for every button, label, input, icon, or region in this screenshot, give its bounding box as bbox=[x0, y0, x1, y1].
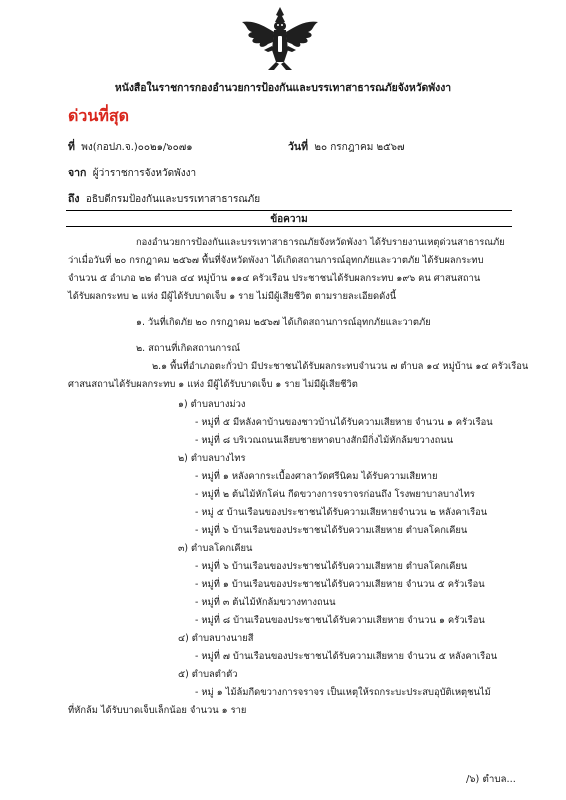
subdistrict-heading: ๕) ตำบลตำตัว bbox=[178, 669, 238, 680]
reference-number-row bbox=[68, 138, 193, 155]
from-row bbox=[68, 164, 196, 181]
list-item: - หมู่ ๑ ไม้ล้มกีดขวางการจราจร เป็นเหตุให้รถกระบะประสบอุบัติเหตุชนไม้ bbox=[195, 687, 491, 698]
list-item: - หมู่ที่ ๖ บ้านเรือนของประชาชนได้รับความเสียหาย ตำบลโคกเคียน bbox=[195, 561, 468, 572]
list-item: - หมู่ ๕ บ้านเรือนของประชาชนได้รับความเสียหายจำนวน ๒ หลังคาเรือน bbox=[195, 507, 488, 518]
body-line: ศาสนสถานได้รับผลกระทบ ๑ แห่ง มีผู้ได้รับบาดเจ็บ ๑ ราย ไม่มีผู้เสียชีวิต bbox=[68, 379, 358, 390]
date-label: วันที่ bbox=[288, 141, 308, 153]
body-line: ว่าเมื่อวันที่ ๒๐ กรกฎาคม ๒๕๖๗ พื้นที่จังหวัดพังงา ได้เกิดสถานการณ์อุทกภัยและวาตภัย ได้รับผลกระทบ bbox=[68, 255, 484, 266]
subdistrict-heading: ๒) ตำบลบางไทร bbox=[178, 453, 246, 464]
from-label: จาก bbox=[68, 167, 87, 179]
body-line: จำนวน ๕ อำเภอ ๒๒ ตำบล ๔๔ หมู่บ้าน ๑๑๔ ครัวเรือน ประชาชนได้รับผลกระทบ ๑๙๖ คน ศาสนสถาน bbox=[68, 273, 481, 284]
list-item: - หมู่ที่ ๑ หลังคากระเบื้องศาลาวัดศรีนิคม ได้รับความเสียหาย bbox=[195, 471, 438, 482]
list-item: - หมู่ที่ ๗ บ้านเรือนของประชาชนได้รับความเสียหาย จำนวน ๕ หลังคาเรือน bbox=[195, 651, 498, 662]
reference-label: ที่ bbox=[68, 141, 75, 153]
to-row bbox=[68, 190, 260, 207]
to-label: ถึง bbox=[68, 193, 80, 205]
body-line: ได้รับผลกระทบ ๒ แห่ง มีผู้ได้รับบาดเจ็บ ๑ ราย ไม่มีผู้เสียชีวิต ตามรายละเอียดดังนี้ bbox=[68, 291, 397, 302]
body-line: ที่หักล้ม ได้รับบาดเจ็บเล็กน้อย จำนวน ๑ ราย bbox=[68, 705, 247, 716]
date-value: ๒๐ กรกฎาคม ๒๕๖๗ bbox=[314, 142, 405, 153]
section-item-2: ๒. สถานที่เกิดสถานการณ์ bbox=[136, 343, 241, 354]
list-item: - หมู่ที่ ๓ ต้นไม้หักล้มขวางทางถนน bbox=[195, 597, 336, 608]
subdistrict-heading: ๔) ตำบลบางนายสี bbox=[178, 633, 254, 644]
urgency-label: ด่วนที่สุด bbox=[68, 106, 130, 125]
section-item-1: ๑. วันที่เกิดภัย ๒๐ กรกฎาคม ๒๕๖๗ ได้เกิดสถานการณ์อุทกภัยและวาตภัย bbox=[136, 317, 431, 328]
reference-number: พง(กอปภ.จ.)๐๐๒๑/๖๐๗๑ bbox=[81, 142, 193, 153]
body-line: กองอำนวยการป้องกันและบรรเทาสาธารณภัยจังหวัดพังงา ได้รับรายงานเหตุด่วนสาธารณภัย bbox=[136, 237, 505, 248]
continuation-note: /๖) ตำบล... bbox=[466, 774, 516, 785]
list-item: - หมู่ที่ ๑ บ้านเรือนของประชาชนได้รับความเสียหาย จำนวน ๕ ครัวเรือน bbox=[195, 579, 485, 590]
date-row bbox=[288, 138, 405, 155]
list-item: - หมู่ที่ ๕ มีหลังคาบ้านของชาวบ้านได้รับความเสียหาย จำนวน ๑ ครัวเรือน bbox=[195, 417, 493, 428]
from-value: ผู้ว่าราชการจังหวัดพังงา bbox=[92, 168, 197, 179]
document-title: หนังสือในราชการกองอำนวยการป้องกันและบรรเทาสาธารณภัยจังหวัดพังงา bbox=[114, 82, 452, 94]
list-item: - หมู่ที่ ๘ บ้านเรือนของประชาชนได้รับความเสียหาย จำนวน ๑ ครัวเรือน bbox=[195, 615, 485, 626]
subdistrict-heading: ๓) ตำบลโคกเคียน bbox=[178, 543, 253, 554]
list-item: - หมู่ที่ ๒ ต้นไม้หักโค่น กีดขวางการจราจรก่อนถึง โรงพยาบาลบางไทร bbox=[195, 489, 475, 500]
subsection-item: ๒.๑ พื้นที่อำเภอตะกั่วป่า มีประชาชนได้รับผลกระทบจำนวน ๗ ตำบล ๑๔ หมู่บ้าน ๑๔ ครัวเรือน bbox=[152, 361, 529, 372]
list-item: - หมู่ที่ ๘ บริเวณถนนเลียบชายหาดบางสักมีกิ่งไม้หักล้มขวางถนน bbox=[195, 435, 454, 446]
message-heading: ข้อความ bbox=[270, 214, 308, 225]
list-item: - หมู่ที่ ๖ บ้านเรือนของประชาชนได้รับความเสียหาย ตำบลโคกเคียน bbox=[195, 525, 468, 536]
subdistrict-heading: ๑) ตำบลบางม่วง bbox=[178, 399, 246, 410]
garuda-emblem-icon bbox=[238, 6, 322, 72]
to-value: อธิบดีกรมป้องกันและบรรเทาสาธารณภัย bbox=[85, 194, 261, 205]
